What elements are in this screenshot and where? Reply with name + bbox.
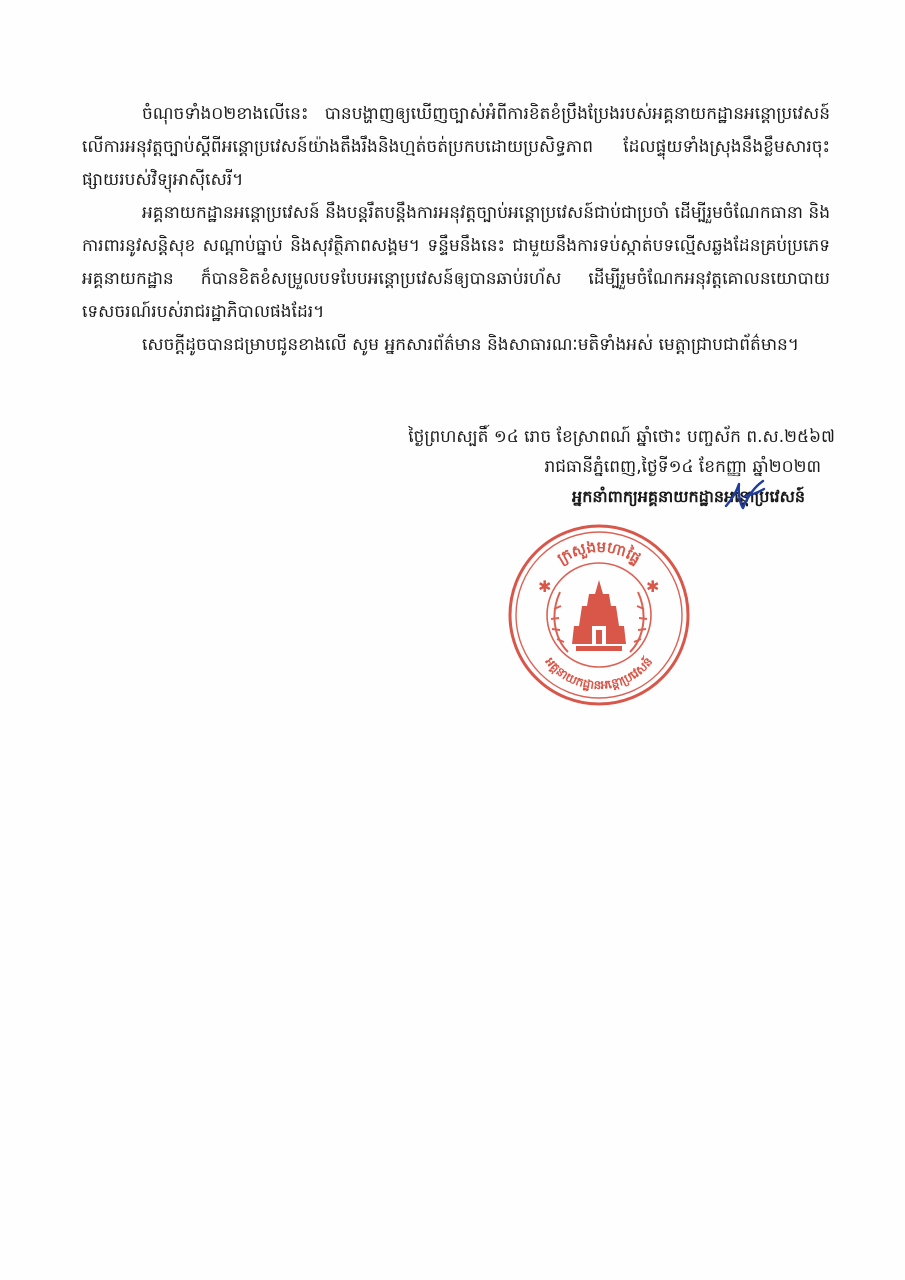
- seal-star-right: ✱: [646, 577, 660, 596]
- seal-star-left: ✱: [538, 577, 552, 596]
- spokesperson-title: អ្នកនាំពាក្យអគ្គនាយកដ្ឋានអន្តោប្រវេសន៍: [572, 487, 805, 506]
- handwritten-signature: [723, 478, 767, 512]
- lunar-date: ថ្ងៃព្រហស្បតិ៍ ១៤ រោច ខែស្រាពណ៍ ឆ្នាំថោះ បញ្ចស័ក ព.ស.២៥៦៧: [408, 427, 835, 447]
- temple-emblem-icon: [572, 580, 626, 651]
- seal-top-text: ក្រសួងមហាផ្ទៃ: [554, 537, 644, 568]
- solar-date-place: រាជធានីភ្នំពេញ,ថ្ងៃទី១៤ ខែកញ្ញា ឆ្នាំ២០២៣: [544, 457, 821, 477]
- official-seal: [506, 522, 692, 708]
- document-body: [82, 98, 830, 362]
- paragraph-1: ចំណុចទាំង០២ខាងលើនេះ បានបង្ហាញឲ្យឃើញច្បាស់អំពីការខិតខំប្រឹងប្រែងរបស់អគ្គនាយកដ្ឋានអន្តោប្រវេសន៍ លើការអនុវត្តច្បាប់ស្តីពីអន្តោប្រវេសន៍យ៉ាងតឹងរឹងនិងហ្មត់ចត់ប្រកបដោយប្រសិទ្ធភាព ដែលផ្ទុយទាំងស្រុងនឹងខ្លឹមសារចុះផ្សាយរបស់វិទ្យុអាស៊ីសេរី។: [82, 104, 830, 190]
- paragraph-2: អគ្គនាយកដ្ឋានអន្តោប្រវេសន៍ នឹងបន្តរឹតបន្តឹងការអនុវត្តច្បាប់អន្តោប្រវេសន៍ជាប់ជាប្រចាំ ដើម្បីរួមចំណែកធានា និងការពារនូវសន្តិសុខ សណ្តាប់ធ្នាប់ និងសុវត្ថិភាពសង្គម។ ទន្ទឹមនឹងនេះ ជាមួយនឹងការទប់ស្កាត់បទល្មើសឆ្លងដែនគ្រប់ប្រភេទ អគ្គនាយកដ្ឋាន ក៏បានខិតខំសម្រួលបទបែបអន្តោប្រវេសន៍ឲ្យបានឆាប់រហ័ស ដើម្បីរួមចំណែកអនុវត្តគោលនយោបាយទេសចរណ៍របស់រាជរដ្ឋាភិបាលផងដែរ។: [82, 203, 830, 322]
- paragraph-3: សេចក្តីដូចបានជម្រាបជូនខាងលើ សូម អ្នកសារព័ត៌មាន និងសាធារណៈមតិទាំងអស់ មេត្តាជ្រាបជាព័ត៌មាន។: [142, 335, 799, 355]
- seal-bottom-text: អគ្គនាយកដ្ឋានអន្តោប្រវេសន៍: [542, 654, 656, 693]
